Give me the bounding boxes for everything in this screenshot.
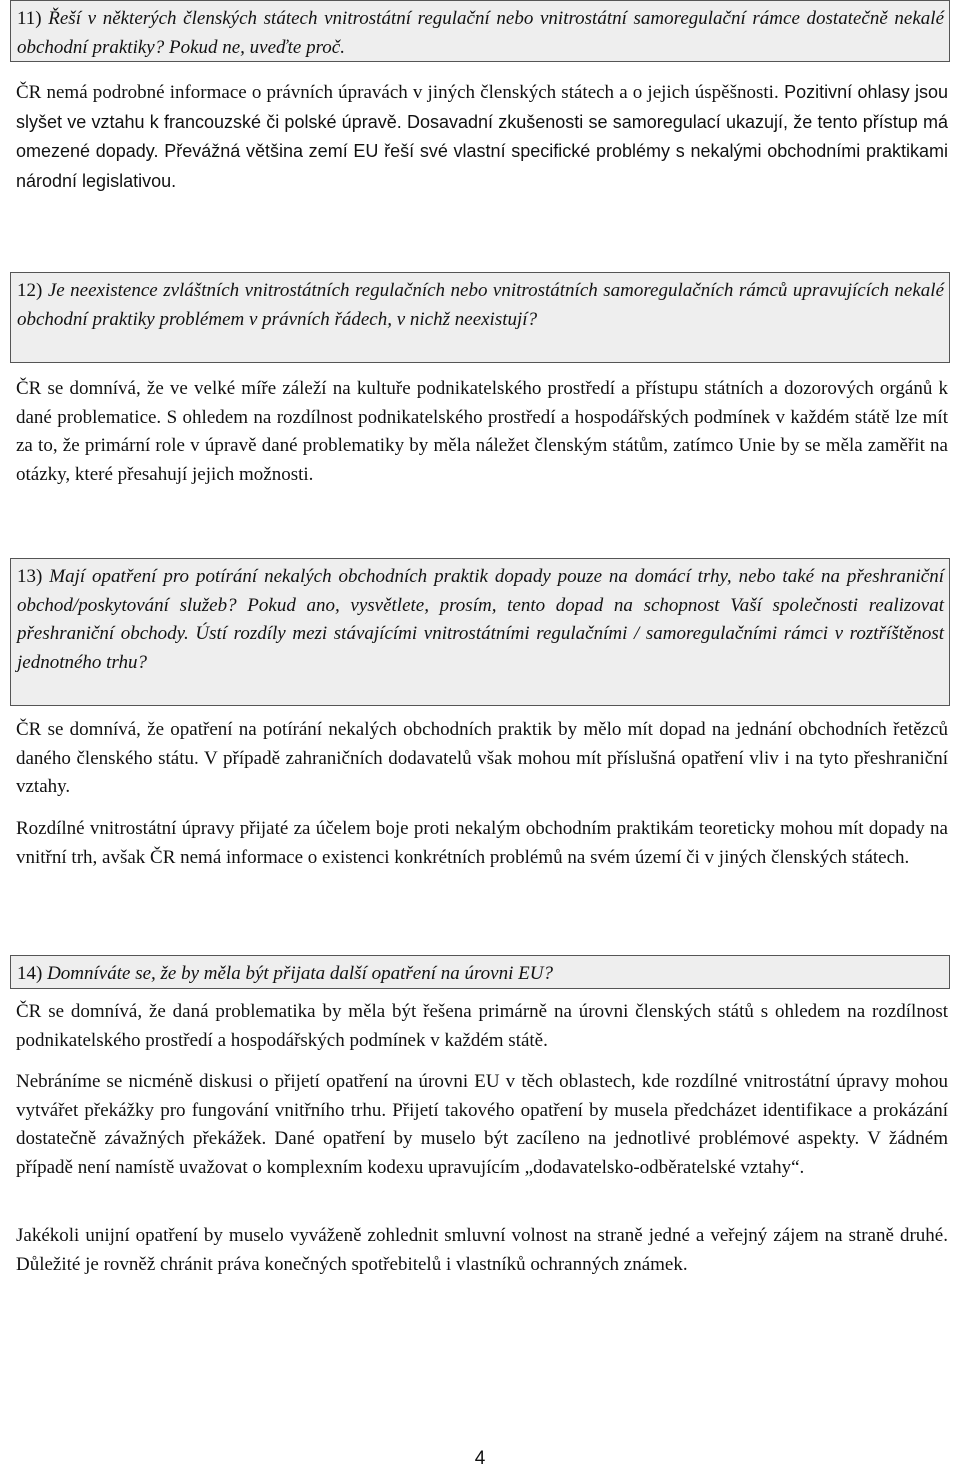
answer-11-part-c: Dosavadní zkušenosti se samoregulací ukazují, že tento přístup má omezené dopady. <box>16 111 949 161</box>
question-12-number: 12) <box>17 280 48 301</box>
question-13-box <box>10 558 950 706</box>
question-14-box <box>10 955 950 989</box>
answer-11-part-b: Pozitivní ohlasy jsou slyšet ve vztahu k francouzské či polské úpravě. <box>16 82 948 132</box>
answer-12-part-a: ČR se domnívá, že ve velké míře záleží na kultuře podnikatelského prostředí a přístupu státních a dozorových orgánů k dané problematice. <box>16 378 948 428</box>
answer-13-paragraph-2: Rozdílné vnitrostátní úpravy přijaté za účelem boje proti nekalým obchodním praktikám teoreticky mohou mít dopady na vnitřní trh, avšak ČR nemá informace o existenci konkrétních problémů na svém území či v jiných členských státech. <box>16 818 948 868</box>
document-page <box>10 0 954 1483</box>
question-13-text: Mají opatření pro potírání nekalých obchodních praktik dopady pouze na domácí trhy, nebo také na přeshraniční obchod/poskytování služeb? Pokud ano, vysvětlete, prosím, tento dopad na schopnost Vaší společnosti realizovat přeshraniční obchody. Ústí rozdíly mezi stávajícími vnitrostátními regulačními / samoregulačními rámci v roztříštěnost jednotného trhu? <box>17 566 944 673</box>
answer-12-part-b: S ohledem na rozdílnost podnikatelského prostředí a hospodářských podmínek v každém státě lze mít za to, že primární role v úpravě dané problematiky by měla náležet členským státům, zatímco Unie by se měla zaměřit na otázky, které přesahují jejich možnosti. <box>16 406 948 485</box>
question-13-number: 13) <box>17 566 50 587</box>
question-11-text: Řeší v některých členských státech vnitrostátní regulační nebo vnitrostátní samoregulační rámce dostatečně nekalé obchodní praktiky? Pokud ne, uveďte proč. <box>17 8 944 58</box>
answer-11-part-d: Převážná většina zemí EU řeší své vlastní specifické problémy s nekalými obchodními praktikami národní legislativou. <box>16 141 948 191</box>
question-12-text: Je neexistence zvláštních vnitrostátních regulačních nebo vnitrostátních samoregulačních rámců upravujících nekalé obchodní praktiky problémem v právních řádech, v nichž neexistují? <box>17 280 945 330</box>
answer-14-paragraph-1: ČR se domnívá, že daná problematika by měla být řešena primárně na úrovni členských států s ohledem na rozdílnost podnikatelského prostředí a hospodářských podmínek v každém státě. <box>16 1001 948 1051</box>
answer-11 <box>16 78 948 196</box>
answer-13-paragraph-1: ČR se domnívá, že opatření na potírání nekalých obchodních praktik by mělo mít dopad na jednání obchodních řetězců daného členského státu. V případě zahraničních dodavatelů však mohou mít příslušná opatření vliv i na tyto přeshraniční vztahy. <box>16 719 948 797</box>
question-14-number: 14) <box>17 963 48 984</box>
page-number: 4 <box>474 1448 486 1469</box>
answer-11-part-a: ČR nemá podrobné informace o právních úpravách v jiných členských státech a o jejich úspěšnosti. <box>16 82 779 103</box>
question-14-text: Domníváte se, že by měla být přijata další opatření na úrovni EU? <box>47 963 553 984</box>
question-12-box <box>10 272 950 363</box>
question-11-box <box>10 0 950 62</box>
answer-12 <box>16 375 948 489</box>
question-11-number: 11) <box>17 8 49 29</box>
answer-14-paragraph-2: Nebráníme se nicméně diskusi o přijetí opatření na úrovni EU v těch oblastech, kde rozdílné vnitrostátní úpravy mohou vytvářet překážky pro fungování vnitřního trhu. Přijetí takového opatření by musela předcházet identifikace a prokázání dostatečně závažných překážek. Dané opatření by muselo být zacíleno na jednotlivé problémové aspekty. V žádném případě není namístě uvažovat o komplexním kodexu upravujícím „dodavatelsko-odběratelské vztahy“. <box>16 1071 948 1178</box>
answer-14-paragraph-3: Jakékoli unijní opatření by muselo vyváženě zohlednit smluvní volnost na straně jedné a veřejný zájem na straně druhé. Důležité je rovněž chránit práva konečných spotřebitelů i vlastníků ochranných známek. <box>16 1225 948 1275</box>
